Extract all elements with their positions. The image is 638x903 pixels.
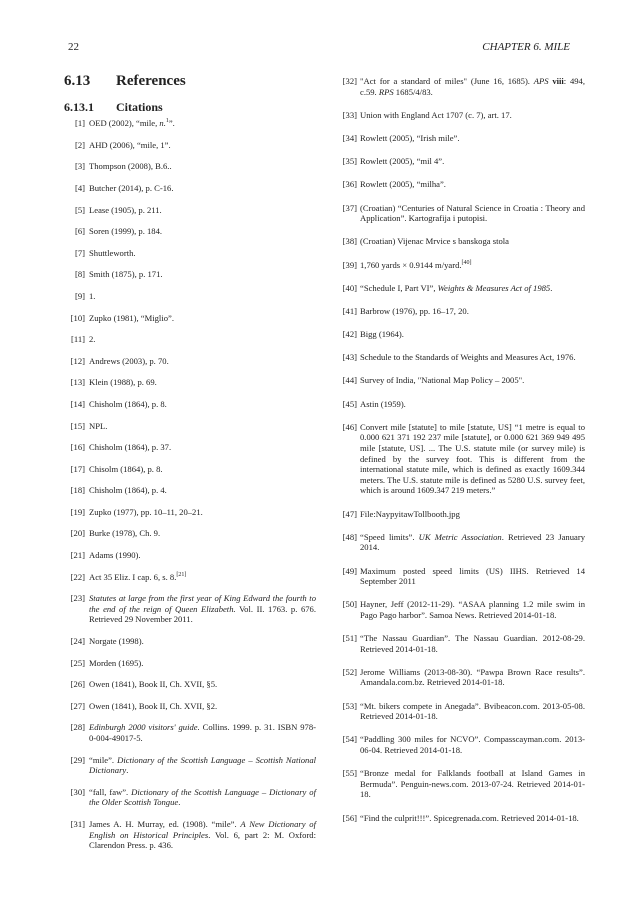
citation-entry [61,485,316,496]
section-heading [64,73,316,89]
citation-plain: NPL. [89,420,108,431]
citation-entry [61,118,316,129]
citation-text [360,633,585,654]
citation-text [89,140,171,150]
citation-entry [330,283,585,294]
citation-entry [61,183,316,194]
citation-text [89,118,175,128]
citation-text [360,599,585,620]
citation-entry [61,755,316,776]
citation-number: [42] [342,329,357,340]
citation-plain: Butcher (2014), p. C-16. [89,182,174,193]
citation-plain: Union with England Act 1707 (c. 7), art. 17. [360,109,512,120]
citation-entry [61,377,316,388]
citation-italic: Dictionary of the Scottish Language – Dictionary of the Older Scottish Tongue [89,786,316,808]
citation-plain: Chisolm (1864), p. 8. [89,463,163,474]
citation-plain-tail-2: 1685/4/83. [393,86,433,97]
citation-number: [5] [74,204,85,215]
citation-entry [61,819,316,851]
chapter-title: CHAPTER 6. MILE [482,41,570,53]
citation-plain: Zupko (1977), pp. 10–11, 20–21. [89,506,203,517]
citation-number: [13] [70,377,85,388]
citation-text [360,156,444,166]
citation-italic: Statutes at large from the first year of King Edward the fourth to the end of the reign of Queen Elizabeth. [89,593,316,614]
citation-plain: (Croatian) Vijenac Mrvice s banskoga stola [360,236,509,247]
citation-text [89,755,316,776]
citation-plain: Barbrow (1976), pp. 16–17, 20. [360,305,469,316]
citation-number: [6] [74,226,85,237]
citation-plain: “Paddling 300 miles for NCVO”. Compasscayman.com. 2013-06-04. Retrieved 2014-01-18. [360,734,585,756]
citation-text [360,283,552,293]
citation-entry [330,236,585,247]
citation-entry [61,572,316,583]
citation-number: [51] [342,633,357,644]
citation-entry [330,532,585,553]
citation-plain: Chisholm (1864), p. 4. [89,485,167,496]
citation-plain: Soren (1999), p. 184. [89,226,163,237]
citation-text [89,485,167,495]
citation-plain: Owen (1841), Book II, Ch. XVII, §2. [89,700,218,711]
citation-number: [4] [74,182,85,193]
citation-superscript: [21] [176,571,187,578]
citation-number: [20] [70,528,85,539]
citation-number: [53] [342,700,357,711]
citation-text [89,528,160,538]
citation-italic-2: RPS [378,86,394,97]
citation-entry [61,658,316,669]
citation-entry [330,352,585,363]
citation-italic: Weights & Measures Act of 1985 [437,282,551,293]
citation-plain: AHD (2006), “mile, 1”. [89,139,171,150]
citation-entry [330,110,585,121]
citation-plain: Morden (1695). [89,657,144,668]
citation-entry [61,507,316,518]
citation-text [360,110,512,120]
citation-number: [23] [70,593,85,604]
citation-text [360,532,585,553]
citation-entry [61,399,316,410]
citation-text [360,236,509,246]
citation-number: [48] [342,531,357,542]
citation-plain: Jerome Williams (2013-08-30). “Pawpa Brown Race results”. Amandala.com.bz. Retrieved 2014-01-18. [360,666,585,688]
citation-plain: Adams (1990). [89,550,141,561]
citation-text [89,442,171,452]
citation-entry [330,260,585,271]
citation-plain: Chisholm (1864), p. 37. [89,442,172,453]
citation-number: [43] [342,352,357,363]
citation-text [89,679,217,689]
citation-text [89,226,162,236]
citation-number: [29] [70,754,85,765]
citation-plain: Andrews (2003), p. 70. [89,355,169,366]
citation-number: [2] [74,139,85,150]
citation-number: [33] [342,109,357,120]
citation-text [89,356,169,366]
citation-text [89,593,316,624]
citation-number: [55] [342,768,357,779]
citation-entry [61,291,316,302]
citation-superscript: [40] [461,259,472,266]
citation-text [360,399,406,409]
citation-entry [61,722,316,743]
page-number: 22 [68,41,79,53]
citation-number: [24] [70,636,85,647]
citation-number: [46] [342,421,357,432]
section-title: References [116,73,186,89]
citation-plain: “Mt. bikers compete in Anegada”. Bvibeacon.com. 2013-05-08. Retrieved 2014-01-18. [360,700,585,722]
citation-entry [330,133,585,144]
citation-plain-tail: Vol. II. 1763. p. 676. Retrieved 29 November 2011. [89,603,316,625]
citation-text [89,507,203,517]
citation-number: [41] [342,305,357,316]
citation-plain: Rowlett (2005), “milha”. [360,179,446,190]
citation-text [360,329,404,339]
citation-number: [27] [70,700,85,711]
citation-text [89,205,162,215]
citation-text [360,509,460,519]
citation-plain: 1. [89,290,96,301]
citation-plain: "Act for a standard of miles" (June 16, 1685). [360,76,534,86]
citation-plain: “Find the culprit!!!”. Spicegrenada.com. Retrieved 2014-01-18. [360,812,579,823]
citation-plain: “The Nassau Guardian”. The Nassau Guardian. 2012-08-29. Retrieved 2014-01-18. [360,633,585,654]
citation-text [360,306,469,316]
citation-number: [22] [70,571,85,582]
citation-number: [50] [342,599,357,610]
citation-number: [36] [342,179,357,190]
citation-entry [330,422,585,496]
citation-text [89,377,157,387]
citation-entry [330,76,585,97]
citation-entry [61,269,316,280]
citation-number: [56] [342,812,357,823]
citation-plain-tail: . [178,797,181,808]
citation-entry [61,593,316,625]
citation-plain: Zupko (1981), “Miglio”. [89,312,174,323]
citation-text [360,701,585,722]
citation-plain-tail: ”. [168,118,175,129]
citation-text [89,421,107,431]
citation-text [360,734,585,755]
citation-number: [1] [74,118,85,129]
citation-number: [14] [70,398,85,409]
citation-plain: File:NaypyitawTollbooth.jpg [360,508,460,519]
citation-number: [54] [342,734,357,745]
citation-number: [32] [342,76,357,86]
citation-plain: Convert mile [statute] to mile [statute, US] “1 metre is equal to 0.000 621 371 192 237 mile [statute], or 0.000 621 369 949 495 mile [statute, US]. ... The U.S. statute mile (or survey mile) is defined by the survey foot. This is different from the international statute mile, which is defined as exactly 1609.344 meters. The U.S. statute mile is defined as 5280 U.S. survey feet, which is around 1609.347 219 meters.” [360,421,585,496]
citation-text [89,819,316,850]
citation-number: [26] [70,679,85,690]
citation-plain: “Bronze medal for Falklands football at Island Games in Bermuda”. Penguin-news.com. 2013-07-24. Retrieved 2014-01-18. [360,768,585,800]
right-column [330,76,585,836]
citation-number: [37] [342,202,357,213]
citation-text [89,572,186,582]
citation-number: [31] [70,818,85,829]
citation-number: [30] [70,786,85,797]
citation-entry [61,421,316,432]
citation-number: [25] [70,657,85,668]
citation-text [89,550,141,560]
citation-plain-tail: . [126,765,129,776]
citation-entry [61,442,316,453]
citation-plain-tail: . [550,282,553,293]
citation-number: [39] [342,259,357,270]
citation-text [360,422,585,496]
citation-entry [61,550,316,561]
citation-number: [52] [342,666,357,677]
citation-text [360,566,585,587]
citation-text [360,352,576,362]
citation-plain: Thompson (2008), B.6.. [89,161,172,172]
citation-entry [330,633,585,654]
citation-number: [18] [70,485,85,496]
citation-entry [61,356,316,367]
citation-entry [61,334,316,345]
citation-plain: Bigg (1964). [360,329,404,340]
citation-number: [44] [342,375,357,386]
citation-plain: Survey of India, "National Map Policy – 2005". [360,375,525,386]
citation-text [360,179,446,189]
citation-entry [61,140,316,151]
citation-list-left [61,118,316,851]
citation-text [89,722,316,743]
citation-plain: “fall, faw”. [89,786,132,797]
citation-entry [61,787,316,808]
citation-plain: Owen (1841), Book II, Ch. XVII, §5. [89,679,218,690]
citation-number: [49] [342,565,357,576]
citation-text [360,260,472,270]
citation-plain-tail: Collins. 1999. p. 31. ISBN 978-0-004-49017-5. [89,722,316,743]
left-column [61,73,317,862]
citation-number: [47] [342,508,357,519]
citation-plain: Chisholm (1864), p. 8. [89,398,167,409]
citation-entry [61,528,316,539]
citation-number: [15] [70,420,85,431]
citation-italic: UK Metric Association [418,531,502,542]
citation-text [360,375,524,385]
citation-plain: Klein (1988), p. 69. [89,377,157,388]
citation-plain: “mile”. [89,754,118,765]
citation-entry [330,375,585,386]
citation-text [89,269,163,279]
citation-plain: (Croatian) “Centuries of Natural Science in Croatia : Theory and Application”. Kartografija i putopisi. [360,202,585,224]
citation-text [89,313,174,323]
citation-entry [61,226,316,237]
subsection-title: Citations [116,99,163,114]
citation-text [89,636,144,646]
citation-text [360,813,579,823]
citation-number: [40] [342,282,357,293]
running-header [68,41,570,57]
citation-entry [61,636,316,647]
citation-italic: A New Dictionary of English on Historical Principles [89,818,316,840]
citation-text [360,133,460,143]
citation-plain: Shuttleworth. [89,247,136,258]
citation-entry [330,306,585,317]
citation-text [89,787,316,808]
citation-number: [19] [70,506,85,517]
citation-plain: Maximum posted speed limits (US) IIHS. Retrieved 14 September 2011 [360,565,585,587]
citation-number: [7] [74,247,85,258]
citation-plain: Act 35 Eliz. I cap. 6, s. 8. [89,571,177,582]
citation-plain: Hayner, Jeff (2012-11-29). “ASAA planning 1.2 mile swim in Pago Pago harbor”. Samoa News. Retrieved 2014-01-18. [360,599,585,620]
citation-text [360,203,585,224]
citation-number: [35] [342,156,357,167]
citation-italic: Dictionary of the Scottish Language – Scottish National Dictionary [89,754,317,776]
citation-number: [3] [74,161,85,172]
citation-plain: “Speed limits”. [360,531,419,542]
citation-entry [330,156,585,167]
citation-plain-tail: . Retrieved 23 January 2014. [360,531,586,553]
citation-number: [12] [70,355,85,366]
citation-entry [330,734,585,755]
citation-number: [16] [70,442,85,453]
citation-plain: Rowlett (2005), “mil 4”. [360,156,445,167]
citation-text [89,658,143,668]
citation-entry [330,179,585,190]
citation-entry [61,248,316,259]
citation-plain: Norgate (1998). [89,636,144,647]
citation-number: [17] [70,463,85,474]
citation-number: [34] [342,132,357,143]
citation-bold: viii [548,76,564,86]
citation-entry [61,464,316,475]
citation-number: [9] [74,290,85,301]
citation-entry [330,667,585,688]
citation-number: [10] [70,312,85,323]
citation-superscript: 1 [165,118,169,125]
citation-plain: Lease (1905), p. 211. [89,204,162,215]
citation-entry [330,329,585,340]
citation-plain: 1,760 yards × 0.9144 m/yard. [360,259,462,270]
citation-italic: APS [533,76,549,86]
citation-text [360,768,585,799]
citation-entry [330,399,585,410]
citation-text [89,183,174,193]
citation-entry [330,566,585,587]
citation-number: [11] [71,334,85,345]
citation-text [89,161,172,171]
citation-text [89,701,217,711]
subsection-heading [64,99,316,114]
citation-entry [330,599,585,620]
citation-entry [61,679,316,690]
citation-plain: Astin (1959). [360,398,406,409]
citation-plain: Rowlett (2005), “Irish mile”. [360,132,460,143]
citation-entry [330,813,585,824]
citation-text [360,76,585,97]
citation-text [89,464,163,474]
citation-plain: OED (2002), “mile, [89,118,160,129]
citation-plain-tail: : 494, c.59. [360,76,586,97]
citation-number: [21] [70,550,85,561]
citation-text [89,291,95,301]
citation-text [89,399,167,409]
citation-number: [28] [70,722,85,733]
citation-entry [330,509,585,520]
citation-number: [8] [74,269,85,280]
citation-italic: Edinburgh 2000 visitors' guide. [89,722,200,733]
citation-plain: Smith (1875), p. 171. [89,269,163,280]
citation-entry [61,205,316,216]
citation-entry [61,701,316,712]
citation-plain: “Schedule I, Part VI”, [360,282,438,293]
citation-text [360,667,585,688]
citation-plain: James A. H. Murray, ed. (1908). “mile”. [89,818,241,829]
section-number: 6.13 [64,73,91,89]
citation-list-right [330,76,585,823]
citation-number: [45] [342,398,357,409]
citation-text [89,334,95,344]
citation-entry [330,701,585,722]
citation-text [89,248,136,258]
citation-entry [330,203,585,224]
citation-entry [61,161,316,172]
citation-italic: n. [159,118,166,129]
subsection-number: 6.13.1 [64,99,94,114]
citation-entry [61,313,316,324]
citation-plain-tail: . Vol. 6, part 2: M. Oxford: Clarendon Press. p. 436. [89,829,316,851]
citation-plain: 2. [89,334,96,345]
citation-number: [38] [342,236,357,247]
citation-plain: Schedule to the Standards of Weights and Measures Act, 1976. [360,352,576,363]
citation-entry [330,768,585,800]
citation-plain: Burke (1978), Ch. 9. [89,528,161,539]
